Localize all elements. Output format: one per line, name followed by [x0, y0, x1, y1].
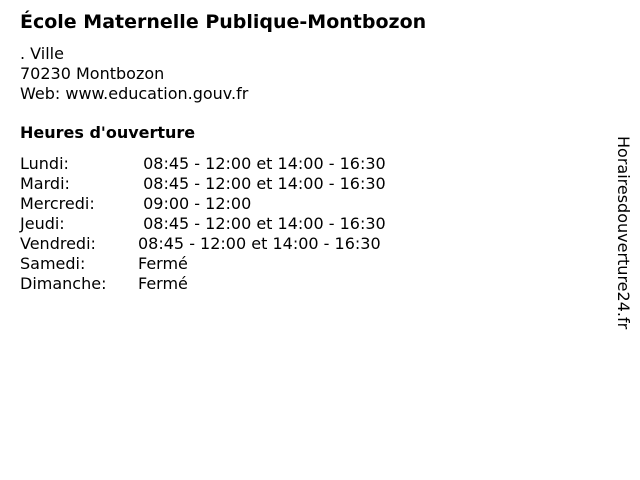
- hours-row-dimanche: [20, 274, 386, 294]
- hours-row-mercredi: [20, 194, 386, 214]
- address-line-city: 70230 Montbozon: [20, 64, 165, 83]
- hours-row-lundi: [20, 154, 386, 174]
- hours-heading: Heures d'ouverture: [20, 123, 196, 142]
- website-text: Web: www.education.gouv.fr: [20, 84, 249, 103]
- hours-row-samedi: [20, 254, 386, 274]
- day-label: Dimanche:: [20, 274, 107, 293]
- day-label: Jeudi:: [20, 214, 65, 233]
- hours-row-jeudi: [20, 214, 386, 234]
- time-range: 08:45 - 12:00 et 14:00 - 16:30: [138, 174, 386, 193]
- page-title: École Maternelle Publique-Montbozon: [20, 11, 427, 33]
- day-label: Mercredi:: [20, 194, 95, 213]
- time-range: 08:45 - 12:00 et 14:00 - 16:30: [138, 154, 386, 173]
- day-label: Lundi:: [20, 154, 69, 173]
- day-label: Samedi:: [20, 254, 86, 273]
- time-range: 08:45 - 12:00 et 14:00 - 16:30: [138, 214, 386, 233]
- opening-hours-list: [20, 154, 386, 294]
- day-label: Mardi:: [20, 174, 70, 193]
- day-label: Vendredi:: [20, 234, 96, 253]
- brand-watermark: Horairesdouverture24.fr: [614, 136, 633, 330]
- address-block: [20, 44, 248, 104]
- address-line-street: . Ville: [20, 44, 64, 63]
- hours-row-mardi: [20, 174, 386, 194]
- time-range: 08:45 - 12:00 et 14:00 - 16:30: [138, 234, 381, 253]
- time-range: Fermé: [138, 274, 188, 293]
- hours-row-vendredi: [20, 234, 386, 254]
- time-range: Fermé: [138, 254, 188, 273]
- time-range: 09:00 - 12:00: [138, 194, 252, 213]
